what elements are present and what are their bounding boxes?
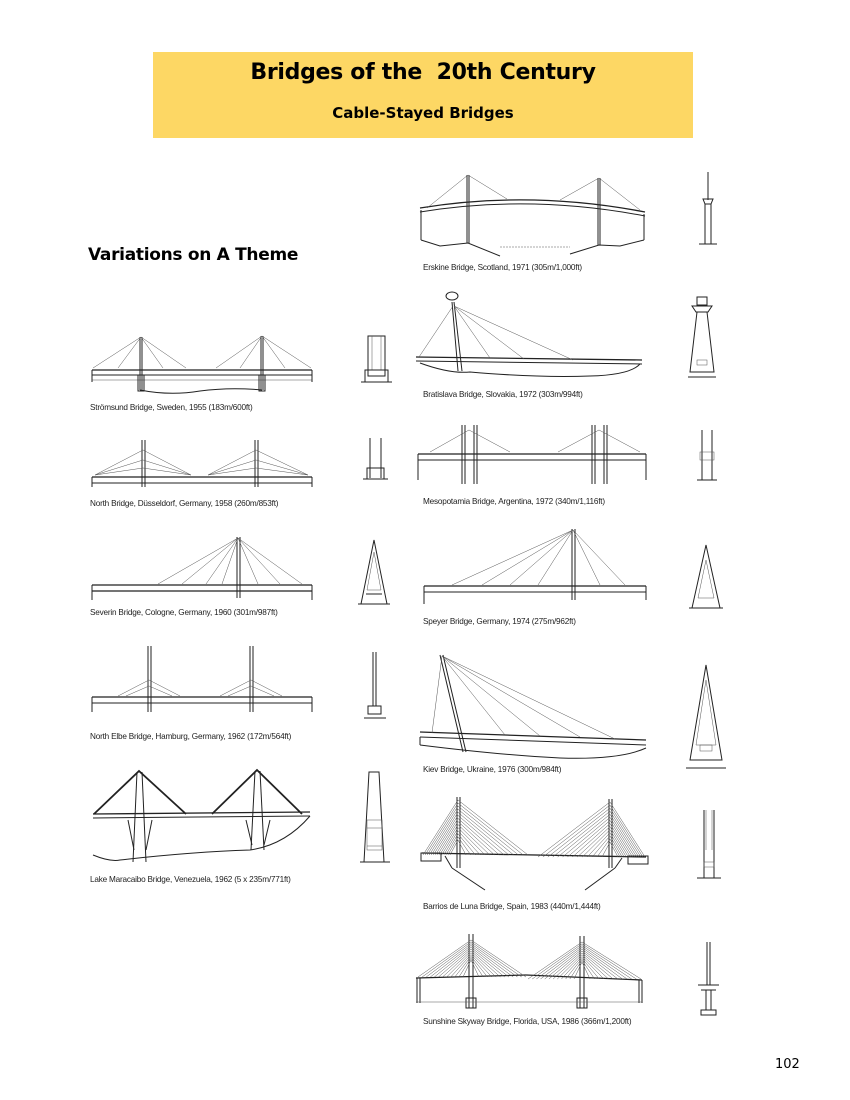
- section-heading: Variations on A Theme: [88, 245, 299, 265]
- page-title: Bridges of the 20th Century: [250, 60, 596, 85]
- bridge-caption: North Bridge, Düsseldorf, Germany, 1958 (260m/853ft): [90, 499, 279, 508]
- bridge-caption: Mesopotamia Bridge, Argentina, 1972 (340m/1,116ft): [423, 497, 605, 506]
- page-number: 102: [775, 1057, 800, 1072]
- bridge-caption: Strömsund Bridge, Sweden, 1955 (183m/600ft): [90, 403, 253, 412]
- bridge-caption: Erskine Bridge, Scotland, 1971 (305m/1,000ft): [423, 263, 582, 272]
- bridge-caption: Kiev Bridge, Ukraine, 1976 (300m/984ft): [423, 765, 562, 774]
- bridge-caption: Barrios de Luna Bridge, Spain, 1983 (440m/1,444ft): [423, 902, 601, 911]
- bridge-caption: Severin Bridge, Cologne, Germany, 1960 (301m/987ft): [90, 608, 278, 617]
- bridge-caption: Bratislava Bridge, Slovakia, 1972 (303m/994ft): [423, 390, 583, 399]
- bridge-caption: Sunshine Skyway Bridge, Florida, USA, 1986 (366m/1,200ft): [423, 1017, 632, 1026]
- bridge-caption: North Elbe Bridge, Hamburg, Germany, 1962 (172m/564ft): [90, 732, 292, 741]
- page-subtitle: Cable-Stayed Bridges: [332, 104, 514, 122]
- bridge-caption: Speyer Bridge, Germany, 1974 (275m/962ft): [423, 617, 576, 626]
- bridge-caption: Lake Maracaibo Bridge, Venezuela, 1962 (5 x 235m/771ft): [90, 875, 291, 884]
